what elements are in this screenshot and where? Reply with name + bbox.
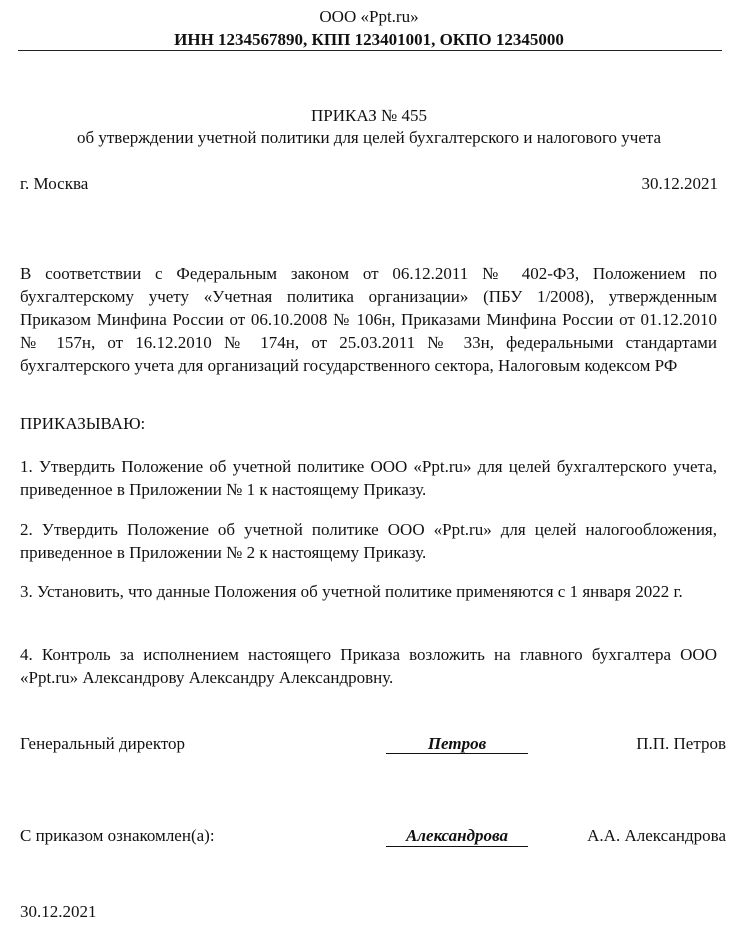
document-header <box>0 5 738 51</box>
director-signature: Петров <box>427 734 487 753</box>
order-title <box>0 105 738 149</box>
order-number: ПРИКАЗ № 455 <box>311 106 427 125</box>
director-signature-line <box>386 753 528 754</box>
intro-paragraph: В соответствии с Федеральным законом от 06.12.2011 № 402-ФЗ, Положением по бухгалтерскому учету «Учетная политика организации» (ПБУ 1/2008), утвержденным Приказом Минфина России от 06.10.2008 № 106н, Приказами Минфина России от 01.12.2010 № 157н, от 16.12.2010 № 174н, от 25.03.2011 № 33н, федеральными стандартами бухгалтерского учета для организаций государственного сектора, Налоговым кодексом РФ <box>20 264 717 375</box>
header-divider <box>18 50 722 51</box>
director-role: Генеральный директор <box>20 734 186 753</box>
order-item: 1. Утвердить Положение об учетной политике ООО «Ppt.ru» для целей бухгалтерского учета, приведенное в Приложении № 1 к настоящему Приказу. <box>20 457 717 499</box>
order-item: 3. Установить, что данные Положения об учетной политике применяются с 1 января 2022 г. <box>20 582 683 601</box>
order-date: 30.12.2021 <box>641 174 718 193</box>
acknowledgement-date: 30.12.2021 <box>20 902 97 921</box>
company-requisites: ИНН 1234567890, КПП 123401001, ОКПО 12345000 <box>174 30 564 49</box>
acknowledged-role: С приказом ознакомлен(а): <box>20 826 215 845</box>
acknowledged-signature: Александрова <box>405 826 509 845</box>
city: г. Москва <box>20 174 89 193</box>
acknowledged-signature-line <box>386 846 528 847</box>
director-name: П.П. Петров <box>636 734 726 753</box>
company-name: ООО «Ppt.ru» <box>319 7 419 26</box>
acknowledged-name: А.А. Александрова <box>587 826 726 845</box>
order-subject: об утверждении учетной политики для целей бухгалтерского и налогового учета <box>76 128 662 147</box>
order-item: 2. Утвердить Положение об учетной политике ООО «Ppt.ru» для целей налогообложения, приведенное в Приложении № 2 к настоящему Приказу. <box>20 520 717 562</box>
order-word: ПРИКАЗЫВАЮ: <box>20 414 146 433</box>
order-item: 4. Контроль за исполнением настоящего Приказа возложить на главного бухгалтера ООО «Ppt.ru» Александрову Александру Александровну. <box>20 645 717 687</box>
